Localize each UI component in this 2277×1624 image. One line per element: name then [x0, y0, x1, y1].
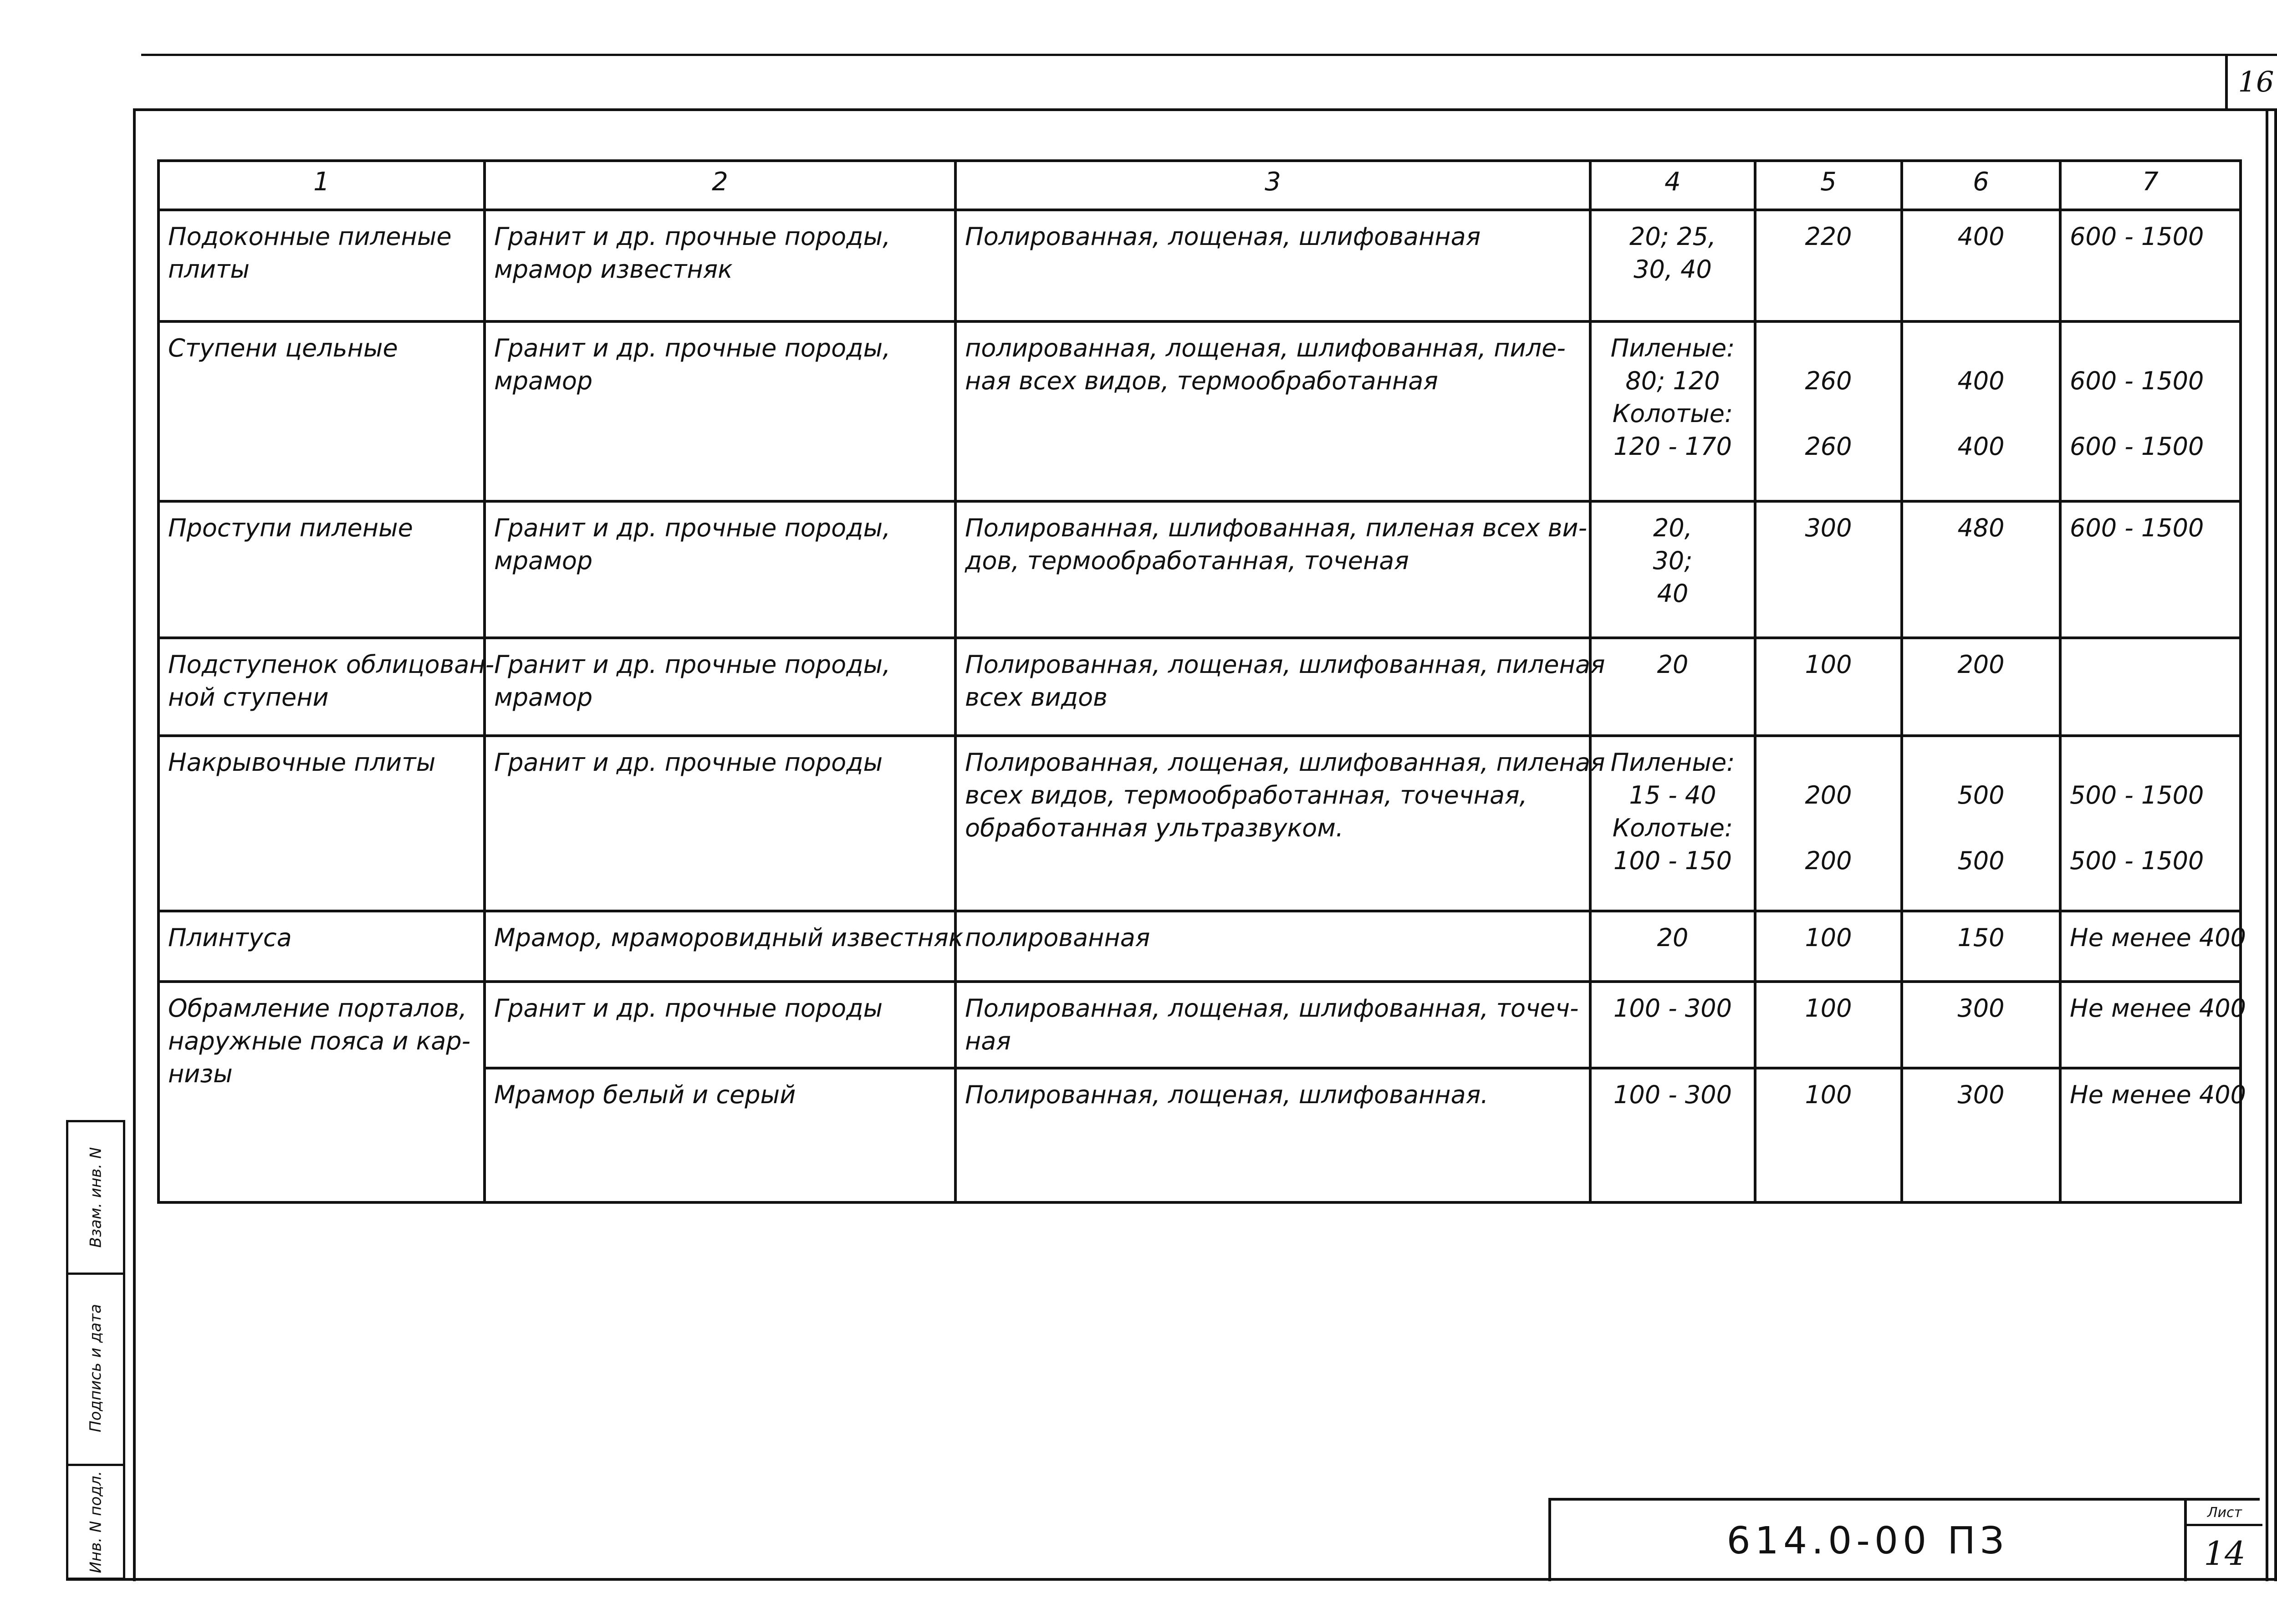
cell-col-5	[1755, 501, 1902, 638]
table-row	[158, 911, 2241, 982]
cell-col-6	[1902, 1068, 2060, 1202]
cell-col-2	[485, 911, 964, 982]
cell-col-1	[158, 638, 495, 736]
table-row	[158, 638, 2241, 736]
cell-col-6	[1902, 736, 2060, 911]
cell-col-3	[955, 321, 1590, 501]
cell-col-7-line: 500 - 1500	[2070, 781, 2204, 809]
cell-col-2	[485, 982, 955, 1068]
cell-col-7	[2060, 210, 2241, 321]
cell-col-3-line: Полированная, лощеная, шлифованная, пиленая	[965, 748, 1605, 777]
cell-col-4-line: Колотые:	[1612, 399, 1733, 428]
stamp-cell-replaced-inv: Взам. инв. N	[87, 1147, 105, 1248]
cell-col-2	[485, 1068, 955, 1202]
cell-col-7	[2060, 736, 2241, 911]
cell-col-3-line: ная всех видов, термообработанная	[965, 367, 1438, 395]
cell-col-4	[1590, 638, 1755, 736]
cell-col-2-line: мрамор	[494, 546, 593, 575]
cell-col-4	[1590, 1068, 1755, 1202]
cell-col-6	[1902, 638, 2060, 736]
cell-col-6-line: 400	[1957, 432, 2005, 461]
document-code: 614.0-00 ПЗ	[1726, 1519, 2009, 1563]
cell-col-2-line: Гранит и др. прочные породы,	[494, 650, 891, 679]
cell-col-3-line: ная	[965, 1027, 1011, 1055]
cell-col-4-line: 100 - 300	[1613, 1080, 1732, 1109]
cell-col-2	[485, 736, 955, 911]
cell-col-6	[1902, 982, 2060, 1068]
cell-col-7-line	[2070, 746, 2231, 779]
cell-col-6	[1902, 911, 2060, 982]
margin-stamp	[66, 1120, 125, 1580]
cell-col-4-line: 20; 25,	[1629, 222, 1716, 251]
cell-col-4-line: 30, 40	[1634, 255, 1712, 284]
cell-col-2	[485, 321, 955, 501]
cell-col-4-line: 20	[1657, 650, 1689, 679]
cell-col-6-line: 400	[1957, 367, 2005, 395]
cell-col-5-line	[1765, 812, 1892, 845]
cell-col-4-line: 30;	[1653, 546, 1693, 575]
cell-col-5	[1755, 321, 1902, 501]
cell-col-3-line: полированная	[965, 923, 1150, 952]
sheet-box	[2184, 1501, 2262, 1581]
header-col-5: 5	[1755, 161, 1902, 210]
cell-col-4	[1590, 321, 1755, 501]
cell-col-1-line: низы	[168, 1059, 233, 1088]
header-row	[158, 161, 2241, 210]
cell-col-7-line: 500 - 1500	[2070, 846, 2204, 875]
table-row	[158, 321, 2241, 501]
cell-col-4-line: 15 - 40	[1629, 781, 1716, 809]
cell-col-6-line: 150	[1957, 923, 2005, 952]
specification-table	[157, 159, 2246, 1204]
cell-col-4	[1590, 736, 1755, 911]
cell-col-5	[1755, 736, 1902, 911]
cell-col-2-line: Гранит и др. прочные породы,	[494, 222, 891, 251]
cell-col-4	[1590, 501, 1755, 638]
cell-col-5-line: 200	[1805, 781, 1852, 809]
cell-col-4-line: Колотые:	[1612, 814, 1733, 842]
cell-col-7-line: 600 - 1500	[2070, 222, 2204, 251]
cell-col-5-line: 220	[1805, 222, 1852, 251]
cell-col-3-line: всех видов	[965, 683, 1108, 712]
cell-col-2-line: Мрамор белый и серый	[494, 1080, 796, 1109]
cell-col-7	[2060, 982, 2246, 1068]
cell-col-1-line: плиты	[168, 255, 250, 284]
cell-col-7-line: Не менее 400	[2070, 1080, 2246, 1109]
cell-col-5-line: 260	[1805, 367, 1852, 395]
cell-col-7	[2060, 638, 2241, 736]
cell-col-1-line: Накрывочные плиты	[168, 748, 436, 777]
cell-col-1	[158, 911, 485, 982]
cell-col-3	[955, 736, 1605, 911]
cell-col-2-line: мрамор	[494, 367, 593, 395]
header-col-1: 1	[158, 161, 485, 210]
cell-col-6-line: 500	[1957, 781, 2005, 809]
cell-col-4-line: 80; 120	[1625, 367, 1720, 395]
cell-col-6-line: 400	[1957, 222, 2005, 251]
table-row	[158, 982, 2241, 1068]
cell-col-5	[1755, 911, 1902, 982]
corner-page-number	[2225, 55, 2277, 108]
cell-col-7-line: 600 - 1500	[2070, 514, 2204, 542]
cell-col-3	[955, 982, 1590, 1068]
cell-col-2-line: Гранит и др. прочные породы,	[494, 334, 891, 362]
cell-col-4-line: 40	[1657, 579, 1689, 608]
cell-col-4-line: Пиленые:	[1610, 748, 1735, 777]
cell-col-1	[158, 982, 485, 1202]
cell-col-1-line: Обрамление порталов,	[168, 994, 467, 1023]
title-block	[1548, 1498, 2260, 1581]
cell-col-7-line: 600 - 1500	[2070, 367, 2204, 395]
table-row	[158, 501, 2241, 638]
cell-col-6-line: 300	[1957, 994, 2005, 1023]
cell-col-5-line: 100	[1805, 923, 1852, 952]
cell-col-5-line: 300	[1805, 514, 1852, 542]
cell-col-3-line: полированная, лощеная, шлифованная, пиле-	[965, 334, 1566, 362]
cell-col-7-line	[2070, 812, 2231, 845]
cell-col-1-line: Подступенок облицован-	[168, 650, 495, 679]
cell-col-3-line: обработанная ультразвуком.	[965, 814, 1344, 842]
cell-col-5	[1755, 638, 1902, 736]
cell-col-6	[1902, 210, 2060, 321]
cell-col-3-line: всех видов, термообработанная, точечная,	[965, 781, 1527, 809]
cell-col-4	[1590, 911, 1755, 982]
cell-col-7-line	[2070, 397, 2231, 430]
cell-col-4-line: 120 - 170	[1613, 432, 1732, 461]
table-row	[158, 210, 2241, 321]
header-col-6: 6	[1902, 161, 2060, 210]
sheet-number: 14	[2204, 1534, 2246, 1573]
cell-col-7	[2060, 501, 2241, 638]
header-col-7: 7	[2060, 161, 2241, 210]
cell-col-7-line: Не менее 400	[2070, 994, 2246, 1023]
cell-col-1-line: Плинтуса	[168, 923, 292, 952]
cell-col-1-line: ной ступени	[168, 683, 329, 712]
cell-col-4-line: 20,	[1653, 514, 1692, 542]
cell-col-4-line: 20	[1657, 923, 1689, 952]
header-col-3: 3	[955, 161, 1590, 210]
cell-col-3-line: Полированная, лощеная, шлифованная	[965, 222, 1481, 251]
cell-col-3	[955, 911, 1590, 982]
cell-col-3-line: дов, термообработанная, точеная	[965, 546, 1409, 575]
cell-col-4	[1590, 982, 1755, 1068]
cell-col-5-line: 260	[1805, 432, 1852, 461]
cell-col-4	[1590, 210, 1755, 321]
cell-col-2	[485, 501, 955, 638]
top-rule	[141, 54, 2277, 56]
header-col-2: 2	[485, 161, 955, 210]
cell-col-7	[2060, 321, 2241, 501]
cell-col-3	[955, 1068, 1590, 1202]
cell-col-5-line	[1765, 746, 1892, 779]
cell-col-6	[1902, 501, 2060, 638]
cell-col-6-line: 480	[1957, 514, 2005, 542]
cell-col-2	[485, 638, 955, 736]
table-row	[158, 736, 2241, 911]
cell-col-3	[955, 210, 1590, 321]
cell-col-1-line: наружные пояса и кар-	[168, 1027, 471, 1055]
cell-col-2-line: Мрамор, мраморовидный известняк	[494, 923, 964, 952]
cell-col-1-line: Проступи пиленые	[168, 514, 413, 542]
cell-col-2-line: Гранит и др. прочные породы	[494, 748, 883, 777]
cell-col-6-line	[1911, 397, 2051, 430]
cell-col-5-line: 100	[1805, 1080, 1852, 1109]
cell-col-5-line: 100	[1805, 650, 1852, 679]
cell-col-6	[1902, 321, 2060, 501]
cell-col-6-line: 200	[1957, 650, 2005, 679]
cell-col-1	[158, 321, 485, 501]
cell-col-3	[955, 638, 1605, 736]
cell-col-2-line: Гранит и др. прочные породы,	[494, 514, 891, 542]
cell-col-1-line: Подоконные пиленые	[168, 222, 452, 251]
cell-col-2	[485, 210, 955, 321]
cell-col-2-line: мрамор известняк	[494, 255, 733, 284]
cell-col-4-line: 100 - 300	[1613, 994, 1732, 1023]
cell-col-3-line: Полированная, шлифованная, пиленая всех ви-	[965, 514, 1588, 542]
cell-col-3-line: Полированная, лощеная, шлифованная, точеч-	[965, 994, 1579, 1023]
cell-col-2-line: мрамор	[494, 683, 593, 712]
sheet-label: Лист	[2187, 1501, 2262, 1526]
cell-col-4-line: 100 - 150	[1613, 846, 1732, 875]
cell-col-7	[2060, 1068, 2246, 1202]
cell-col-4-line: Пиленые:	[1610, 334, 1735, 362]
cell-col-6-line: 500	[1957, 846, 2005, 875]
cell-col-6-line	[1911, 746, 2051, 779]
cell-col-1	[158, 210, 485, 321]
cell-col-1	[158, 501, 485, 638]
cell-col-1-line: Ступени цельные	[168, 334, 398, 362]
stamp-cell-signature: Подпись и дата	[87, 1304, 105, 1432]
frame-right-edge	[2266, 108, 2268, 1581]
cell-col-1	[158, 736, 485, 911]
cell-col-7	[2060, 911, 2246, 982]
cell-col-7-line: 600 - 1500	[2070, 432, 2204, 461]
cell-col-6-line: 300	[1957, 1080, 2005, 1109]
cell-col-7-line: Не менее 400	[2070, 923, 2246, 952]
cell-col-5-line: 200	[1805, 846, 1852, 875]
cell-col-6-line	[1911, 812, 2051, 845]
stamp-cell-original-inv: Инв. N подл.	[87, 1471, 105, 1573]
cell-col-5-line: 100	[1805, 994, 1852, 1023]
cell-col-3	[955, 501, 1590, 638]
cell-col-7-line	[2070, 648, 2231, 681]
corner-page-number-text: 16	[2238, 65, 2274, 98]
cell-col-2-line: Гранит и др. прочные породы	[494, 994, 883, 1023]
cell-col-5-line	[1765, 332, 1892, 365]
header-col-4: 4	[1590, 161, 1755, 210]
cell-col-6-line	[1911, 332, 2051, 365]
cell-col-5	[1755, 210, 1902, 321]
cell-col-5	[1755, 982, 1902, 1068]
cell-col-5-line	[1765, 397, 1892, 430]
cell-col-7-line	[2070, 332, 2231, 365]
cell-col-5	[1755, 1068, 1902, 1202]
cell-col-3-line: Полированная, лощеная, шлифованная, пиленая	[965, 650, 1605, 679]
cell-col-3-line: Полированная, лощеная, шлифованная.	[965, 1080, 1489, 1109]
